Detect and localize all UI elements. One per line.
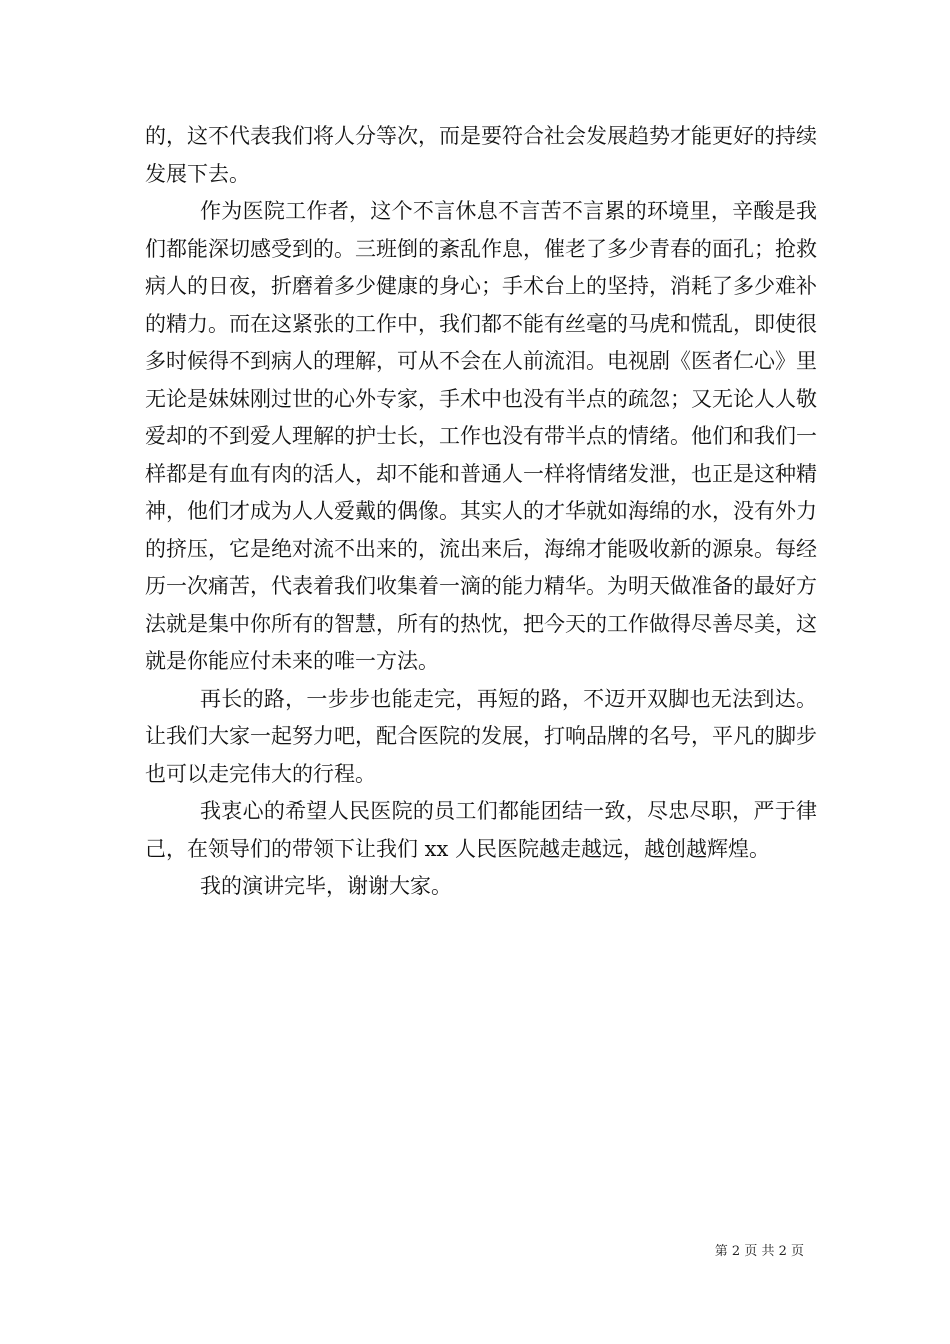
paragraph-hope: 我衷心的希望人民医院的员工们都能团结一致，尽忠尽职，严于律己，在领导们的带领下让我们 xx 人民医院越走越远，越创越辉煌。: [145, 799, 817, 861]
paragraph-closing: 我的演讲完毕，谢谢大家。: [200, 874, 452, 898]
paragraph-long-road: 再长的路，一步步也能走完，再短的路，不迈开双脚也无法到达。让我们大家一起努力吧，配合医院的发展，打响品牌的名号，平凡的脚步也可以走完伟大的行程。: [145, 686, 817, 786]
paragraph-hospital-work: 作为医院工作者，这个不言休息不言苦不言累的环境里，辛酸是我们都能深切感受到的。三班倒的紊乱作息，催老了多少青春的面孔；抢救病人的日夜，折磨着多少健康的身心；手术台上的坚持，消耗了多少难补的精力。而在这紧张的工作中，我们都不能有丝毫的马虎和慌乱，即使很多时候得不到病人的理解，可从不会在人前流泪。电视剧《医者仁心》里无论是妹妹刚过世的心外专家，手术中也没有半点的疏忽；又无论人人敬爱却的不到爱人理解的护士长，工作也没有带半点的情绪。他们和我们一样都是有血有肉的活人，却不能和普通人一样将情绪发泄，也正是这种精神，他们才成为人人爱戴的偶像。其实人的才华就如海绵的水，没有外力的挤压，它是绝对流不出来的，流出来后，海绵才能吸收新的源泉。每经历一次痛苦，代表着我们收集着一滴的能力精华。为明天做准备的最好方法就是集中你所有的智慧，所有的热忱，把今天的工作做得尽善尽美，这就是你能应付未来的唯一方法。: [145, 199, 817, 673]
paragraph-continuation: 的，这不代表我们将人分等次，而是要符合社会发展趋势才能更好的持续发展下去。: [145, 124, 817, 186]
document-body: [145, 118, 817, 906]
page-number-footer: 第 2 页 共 2 页: [714, 1244, 804, 1259]
